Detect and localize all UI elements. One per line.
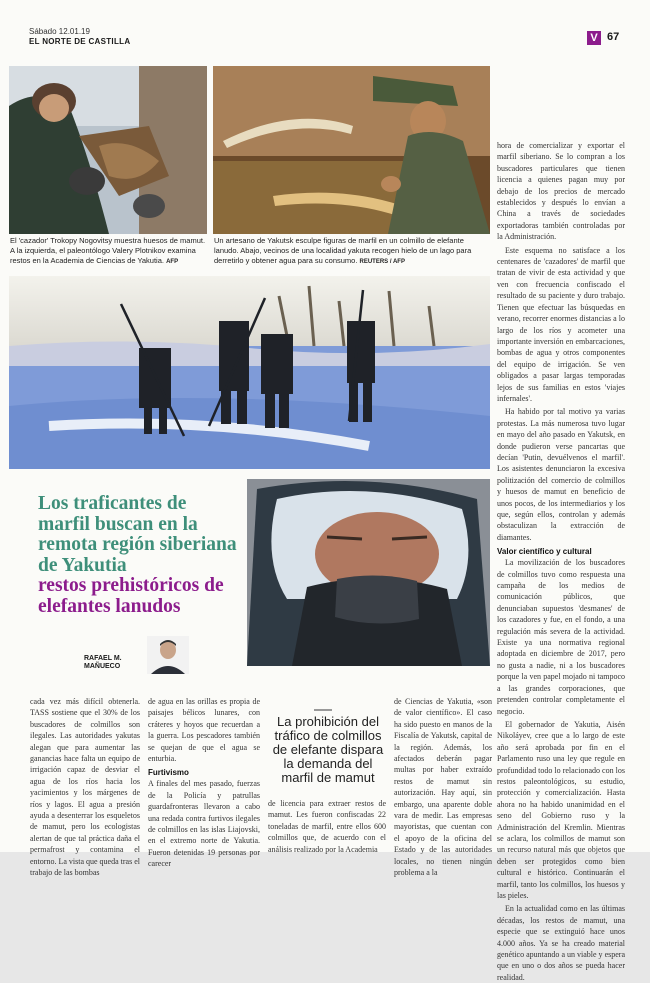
caption-top-left bbox=[10, 236, 208, 267]
paragraph: El gobernador de Yakutia, Aisén Nikoláyev, cree que a lo largo de este año será aprobada por fin en el Parlamento ruso una ley que regule en profundidad todo lo relacionado con los restos paleontológicos, su estudio, protección y comercialización. Hasta ahora no ha habido unanimidad en el seno del Gobierno ruso y la Administración del Kremlin. Mientras se aclara, los colmillos de mamut son un recurso natural más que objetos que deben ser protegidos como bien cultural e histórico. Continuarán el marfil, tanto los colmillos, los huesos y las pieles. bbox=[497, 719, 625, 900]
right-column bbox=[497, 140, 625, 982]
pullquote-rule bbox=[314, 709, 332, 711]
paragraph: Ha habido por tal motivo ya varias protestas. La más numerosa tuvo lugar en mayo del año pasado en Yakutsk, en donde pudieron verse pancartas que decían 'Putin, devuélvenos el marfil'. Los asistentes denunciaron la excesiva politización del comercio de colmillos y huesos de mamut en beneficio de unos pocos, de los intermediarios y los que, según ellos, controlan y además obstaculizan la extracción de diamantes. bbox=[497, 407, 625, 542]
pullquote: La prohibición del tráfico de colmillos de elefante dispara la demanda del marfil de mamut bbox=[272, 714, 384, 785]
photo-ice-lake bbox=[9, 276, 490, 469]
photo-credit: REUTERS / AFP bbox=[359, 259, 405, 265]
paragraph: La movilización de los buscadores de colmillos tuvo como respuesta una campaña de los medios de comunicación públicos, que denunciaban supuestos 'desmanes' de los cazadores y fue, en el fondo, a una regulación más severa de la actividad. Existe ya una normativa regional adoptada en diciembre de 2017, pero no gusta a nadie, ni a los buscadores porque la ven papel mojado ni tampoco a las grandes corporaciones, que pretenden controlar completamente el negocio. bbox=[497, 558, 625, 716]
section-subhead: Furtivismo bbox=[148, 768, 189, 778]
photo-hunter-bones bbox=[9, 66, 207, 234]
paragraph: de licencia para extraer restos de mamut. Les fueron confiscadas 22 toneladas de marfil, entre ellos 600 colmillos que, de acuerdo con el análisis realizado por la Academia bbox=[268, 799, 386, 854]
photo-ivory-carver bbox=[213, 66, 490, 234]
section-subhead: Valor científico y cultural bbox=[497, 547, 592, 557]
photo-credit: AFP bbox=[166, 259, 179, 265]
caption-text: Un artesano de Yakutsk esculpe figuras de marfil en un colmillo de elefante lanudo. Abajo, vecinos de una localidad yakuta recogen hielo de un lago para derretirlo y obtener agua para su consumo. bbox=[214, 236, 472, 265]
author-avatar bbox=[147, 636, 189, 674]
paragraph: En la actualidad como en las últimas décadas, los restos de mamut, una especie que se extinguió hace unos 4.000 años. Ya se ha creado material genético apuntando a un viable y espera que en uno o dos años se pueda hacer realidad. bbox=[497, 904, 625, 982]
page-number: 67 bbox=[607, 31, 620, 43]
bottom-column-3 bbox=[268, 798, 386, 854]
article-headline bbox=[38, 494, 238, 617]
paragraph: A finales del mes pasado, fuerzas de la Policía y patrullas guardafronteras llevaron a cabo una redada contra furtivos ilegales de colmillos en las islas Liajovski, en el extremo norte de Yakutia. Fueron detenidas 19 personas por carecer bbox=[148, 779, 260, 869]
paragraph: Este esquema no satisface a los centenares de 'cazadores' de marfil que tratan de vivir de esta actividad y que ven con frecuencia confiscado el resultado de su paciente y duro trabajo. Tienen que efectuar las búsquedas en verano, recorrer enormes distancias a lo largo de los ríos y acometer una importante inversión en embarcaciones, bombas de agua y otros componentes del equipo de irrigación. Se ven obligados a pasar largas temporadas lejos de sus familias en estos 'viajes infernales'. bbox=[497, 245, 625, 403]
bottom-column-1 bbox=[30, 696, 140, 878]
bottom-column-4 bbox=[394, 696, 492, 878]
photo-frozen-face bbox=[247, 479, 490, 666]
paragraph: de Ciencias de Yakutia, «son de valor científico». El caso ha sido puesto en manos de la Fiscalía de Yakutsk, capital de la región. Además, los afectados deberán pagar multas por haber extraído restos de mamut sin autorización. Hay aquí, sin embargo, una aparente doble vara de medir. Las empresas mayoristas, que cuentan con el apoyo de la oficina del Estado y de las autoridades locales, no tienen ningún problema a la bbox=[394, 697, 492, 878]
headline-main: Los traficantes de marfil buscan en la remota región siberiana de Yakutia bbox=[38, 493, 237, 576]
paragraph: de agua en las orillas es propia de paisajes bélicos lunares, con cráteres y hoyos que recuerdan a la guerra. Los pescadores también se quejan de que el agua se enturbia. bbox=[148, 697, 260, 764]
bottom-column-2 bbox=[148, 696, 260, 869]
section-badge: V bbox=[587, 31, 601, 45]
paragraph: hora de comercializar y exportar el marfil siberiano. Se lo compran a los buscadores particulares que tienen licencia a quienes pagan muy por debajo de los precios de mercado establecidos y después lo envían a China a través de sociedades exportadoras también controladas por la Administración. bbox=[497, 141, 625, 242]
caption-top-right bbox=[214, 236, 490, 267]
header-paper-name: EL NORTE DE CASTILLA bbox=[29, 37, 131, 46]
caption-text: El 'cazador' Trokopy Nogovitsy muestra huesos de mamut. A la izquierda, el paleontólogo Valery Plotnikov examina restos en la Academia de Ciencias de Yakutia. bbox=[10, 236, 206, 265]
header-date: Sábado 12.01.19 bbox=[29, 27, 90, 36]
byline: RAFAEL M. MAÑUECO bbox=[84, 655, 122, 670]
paragraph: cada vez más difícil obtenerla. TASS sostiene que el 30% de los buscadores de colmillos son ilegales. Las autoridades yakutas alegan que para aumentar las ganancias hace falta un equipo de irrigación capaz de desviar el agua de los ríos hacia los yacimientos y los márgenes de ríos y lagos. El agua a presión ayuda a desenterrar los esqueletos de mamut, pero los ecologistas alertan de que tal práctica daña el permafrost y contamina el entorno. La vista que queda tras el trabajo de las bombas bbox=[30, 697, 140, 878]
headline-accent: restos prehistóricos de elefantes lanudos bbox=[38, 575, 224, 617]
